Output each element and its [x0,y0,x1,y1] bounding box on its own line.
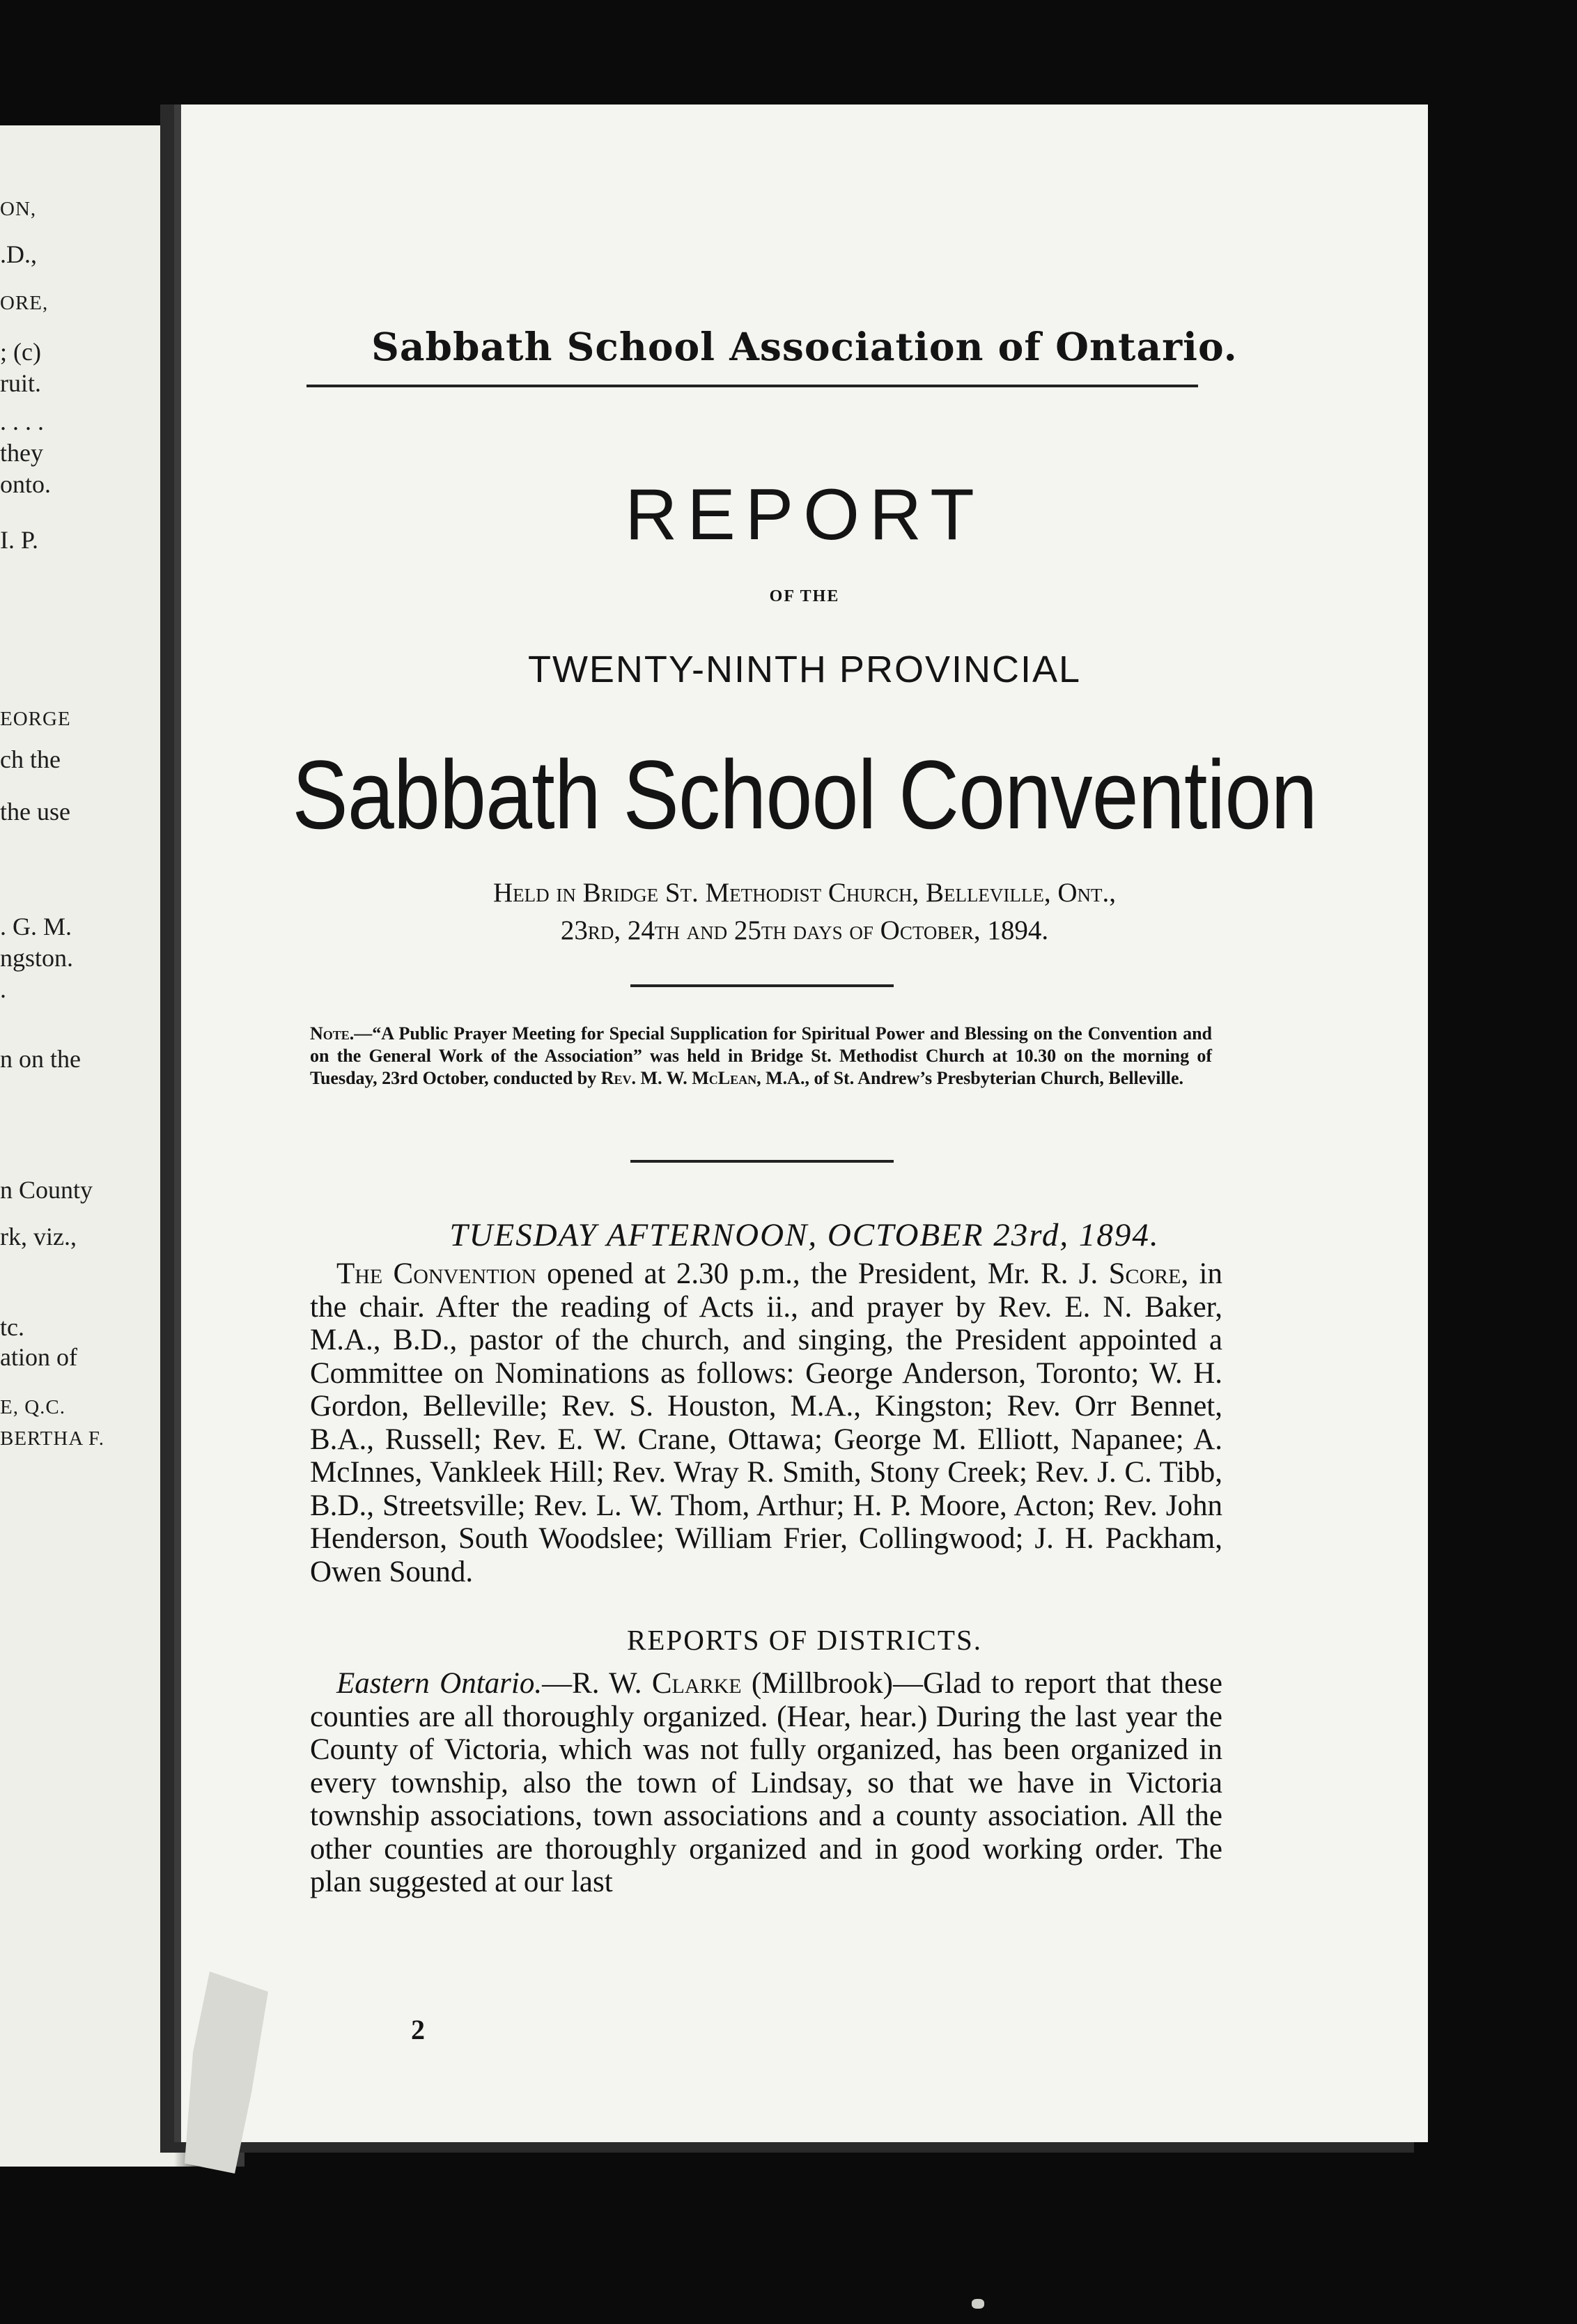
opening-lead: The Convention [336,1257,536,1290]
opening-president: Score [1108,1257,1181,1290]
left-page-fragment: ruit. [0,369,41,397]
eastern-region: Eastern Ontario. [336,1667,543,1700]
opening-text-b: , in the chair. After the reading of Acts ii., and prayer by Rev. E. N. Baker, M.A., B.D., pastor of the church, and singing, the President appointed a Committee on Nominations as follows: George Anderson, Toronto; W. H. Gordon, Belleville; Rev. S. Houston, M.A., Kingston; Rev. Orr Bennet, B.A., Russell; Rev. E. W. Crane, Ottawa; George M. Elliott, Napanee; A. McInnes, Vankleek Hill; Rev. Wray R. Smith, Stony Creek; Rev. J. C. Tibb, B.D., Streetsville; Rev. L. W. Thom, Arthur; H. P. Moore, Acton; Rev. John Henderson, South Woodslee; William Frier, Collingwood; J. H. Packham, Owen Sound. [310,1257,1222,1588]
document-page [174,104,1428,2142]
left-page-fragment: .D., [0,240,37,268]
association-heading: Sabbath School Association of Ontario. [371,324,1238,369]
held-line-2: 23rd, 24th and 25th days of October, 1894. [560,915,1049,945]
note-text-a: —“A Public Prayer Meeting for Special Supplication for Spiritual Power and Blessing on the Convention and on the General Work of the Association” was held in Bridge St. Methodist Church at 10.30 on the morning of Tuesday, 23rd October, conducted by [310,1023,1212,1088]
left-page-fragment: I. P. [0,526,39,554]
left-page-fragment: E, Q.C. [0,1396,65,1418]
left-page-fragment: BERTHA F. [0,1427,104,1450]
left-page-fragment: n on the [0,1045,81,1073]
prayer-meeting-note [310,1023,1212,1090]
left-page-fragment: n County [0,1176,93,1204]
eastern-text: (Millbrook)—Glad to report that these counties are all thoroughly organized. (Hear, hear.) During the last year the County of Victoria, which was not fully organized, has been organized in every township, also the town of Lindsay, so that we have in Victoria township associations, town associations and a county association. All the other counties are thoroughly organized and in good working order. The plan suggested at our last [310,1667,1222,1898]
opening-text-a: opened at 2.30 p.m., the President, Mr. R. J. [536,1257,1109,1290]
eastern-reporter: Clarke [651,1667,742,1700]
heading-rule [306,385,1198,387]
left-page-fragment: ation of [0,1343,77,1371]
divider-rule-1 [630,984,894,987]
left-page-fragment: onto. [0,470,52,498]
convention-title: Sabbath School Convention [292,740,1317,849]
left-page-fragment: ON, [0,198,37,220]
page-number: 2 [411,2014,425,2045]
left-page-fragment: . G. M. [0,913,72,940]
opening-paragraph [310,1257,1222,1588]
of-the-label: OF THE [769,587,840,605]
section-title: TUESDAY AFTERNOON, OCTOBER 23rd, 1894. [449,1217,1160,1253]
left-page-fragment: ; (c) [0,338,41,366]
held-line-1: Held in Bridge St. Methodist Church, Belleville, Ont., [492,878,1117,908]
left-page-fragment: ORE, [0,292,49,314]
note-lead: Note. [310,1023,355,1044]
left-page-fragment: rk, viz., [0,1223,77,1250]
note-person: Rev. M. W. McLean [600,1068,757,1088]
report-title: REPORT [625,474,984,555]
left-page-fragment: ch the [0,745,61,773]
eastern-dash: —R. W. [542,1667,652,1700]
left-page-fragment: they [0,439,43,467]
left-page-fragment: the use [0,798,70,826]
held-details [181,874,1428,950]
left-page-fragment: . . . . [0,408,44,435]
provincial-subtitle: TWENTY-NINTH PROVINCIAL [527,649,1082,690]
eastern-ontario-paragraph [310,1667,1222,1899]
left-page-fragment: . [0,975,6,1003]
note-text-b: , M.A., of St. Andrew’s Presbyterian Church, Belleville. [756,1068,1184,1088]
left-page-fragment: ngston. [0,944,74,972]
divider-rule-2 [630,1160,894,1163]
left-page-fragment: tc. [0,1313,24,1341]
left-page-fragment: EORGE [0,708,71,730]
dust-speck [972,2299,984,2309]
reports-of-districts-heading: REPORTS OF DISTRICTS. [627,1624,982,1656]
